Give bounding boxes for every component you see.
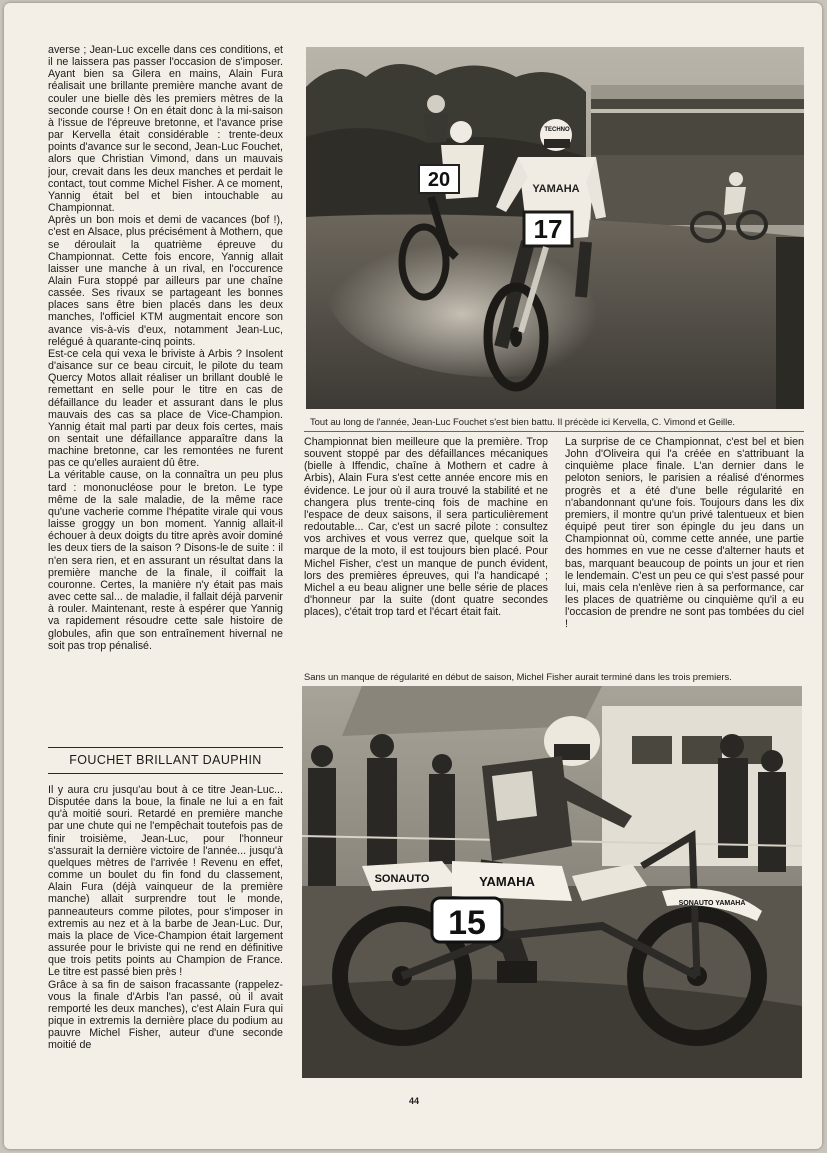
article-column-1: [48, 44, 283, 742]
section-heading: FOUCHET BRILLANT DAUPHIN: [69, 753, 262, 767]
motocross-photo-fisher: [302, 686, 802, 1078]
tank-brand: YAMAHA: [479, 874, 535, 889]
plate-17: 17: [533, 214, 563, 244]
plate-15: 15: [448, 904, 486, 942]
photo-1-image: [306, 47, 804, 409]
paragraph: La surprise de ce Championnat, c'est bel et bien John d'Oliveira qui l'a créée en s'attribuant la cinquième place finale. L'an dernier dans le peloton seniors, le parisien a réalisé d'énormes progrès et a été d'une belle régularité en n'abandonnant qu'une fois. Toujours dans les dix premiers, il montre qu'un privé talentueux et bien équipé peut tirer son épingle du jeu dans un Championnat où, comme cette année, une partie des hommes en vue ne cesse d'alterner hauts et bas, marquant beaucoup de points un jour et rien le lendemain. C'est un peu ce qui s'est passé pour lui, mais cela n'enlève rien à sa performance, car les places de quatrième ou cinquième qu'il a eu l'occasion de prendre ne sont pas tombées du ciel !: [565, 436, 804, 631]
magazine-page: [4, 3, 822, 1149]
heading-rule-top: [48, 747, 283, 748]
article-column-2: [304, 436, 548, 666]
paragraph: Après un bon mois et demi de vacances (bof !), c'est en Alsace, plus précisément à Mothern, que se déroulait la quatrième épreuve du Championnat. Cette fois encore, Yannig allait laisser une manche à un rival, en l'occurence Alain Fura stoppé par ailleurs par une chaîne cassée. Ses rivaux se partageant les bonnes places sans être bien placés dans les deux manches, l'officiel KTM augmentait encore son avance vis-à-vis d'eux, notamment Jean-Luc, relégué à quarante-cinq points.: [48, 214, 283, 348]
paragraph: Grâce à sa fin de saison fracassante (rappelez-vous la finale d'Arbis l'an passé, où il avait remporté les deux manches), c'est Alain Fura qui pique in extremis la dernière place du podium au pauvre Michel Fisher, auteur d'une seconde moitié de: [48, 978, 283, 1052]
paragraph: Est-ce cela qui vexa le briviste à Arbis ? Insolent d'aisance sur ce beau circuit, le pilote du team Quercy Motos allait réaliser un brillant doublé le remettant en selle pour le titre en cas de défaillance du leader et assurant dans le plus mauvais des cas sa place de Vice-Champion. Yannig était mal parti par deux fois certes, mais on sentait une défaillance apparaître dans la machine bretonne, car les remontées ne furent pas ce qu'elles auraient dû être.: [48, 347, 283, 470]
caption-rule: [304, 431, 804, 432]
side-sponsor: SONAUTO: [374, 873, 430, 885]
paragraph: Il y aura cru jusqu'au bout à ce titre Jean-Luc... Disputée dans la boue, la finale ne lui a en fait qu'à moitié souri. Retardé en première manche par une chute qui ne l'empêchait toutefois pas de finir troisième, Jean-Luc, pour l'honneur s'assurait la dernière victoire de l'année... jusqu'à quelques mètres de l'arrivée ! Revenu en effet, comme un boulet du fin fond du classement, Alain Fura (déjà vainqueur de la première manche) allait surprendre tout le monde, panneauteurs comme pilotes, pour s'imposer in extremis au nez et à la barbe de Jean-Luc. Dur, mais la place de Vice-Champion était largement assurée pour le briviste qui ne rend en définitive que trois petits points au Champion de France. Le titre est passé bien près !: [48, 784, 283, 979]
heading-rule-bottom: [48, 773, 283, 774]
photo-1-caption: Tout au long de l'année, Jean-Luc Fouchet s'est bien battu. Il précède ici Kervella, C. Vimond et Geille.: [310, 416, 736, 427]
photo-2-caption: Sans un manque de régularité en début de saison, Michel Fisher aurait terminé dans les trois premiers.: [304, 671, 732, 682]
paragraph: Championnat bien meilleure que la première. Trop souvent stoppé par des défaillances mécaniques (bielle à Iffendic, chaîne à Mothern et cadre à Arbis), Alain Fura s'est cette année encore mis en évidence. Le jour où il aura trouvé la stabilité et ne changera plus trente-cinq fois de machine en l'espace de deux saisons, il sera particulièrement redoutable... Car, c'est un sacré pilote : consultez vos archives et vous verrez que, quelque soit la marque de la moto, il est toujours bien placé. Pour Michel Fisher, c'est un manque de punch évident, lors des premières épreuves, qui l'a handicapé ; Michel a eu beau aligner une belle série de places d'honneur par la suite (dont quatre secondes places), c'était trop tard et l'écart était fait.: [304, 436, 548, 619]
article-column-1b: [48, 784, 283, 1084]
page-number: 44: [409, 1096, 420, 1106]
plate-20: 20: [427, 169, 451, 191]
photo-2-image: [302, 686, 802, 1078]
fender-sponsor: SONAUTO YAMAHA: [678, 900, 746, 907]
motocross-photo-fouchet: [306, 47, 804, 409]
jersey-brand: YAMAHA: [532, 183, 580, 195]
article-column-3: [565, 436, 804, 666]
paragraph: La véritable cause, on la connaîtra un peu plus tard : mononucléose pour le breton. Le type même de la sale maladie, de la même race qu'une vacherie comme l'hépatite virale qui vous laisse groggy un bon moment. Yannig allait-il échouer à deux doigts du titre après avoir dominé les deux tiers de la saison ? Disons-le de suite : il n'en sera rien, et en assurant un résultat dans la première manche de la finale, il coiffait la couronne. Certes, la manière n'y était pas mais avec cette sal... de maladie, il fallait déjà parvenir à rouler. Maintenant, reste à espérer que Yannig va rapidement résoudre cette sale histoire de globules, afin que son entraînement hivernal ne soit pas trop pénalisé.: [48, 469, 283, 652]
paragraph: averse ; Jean-Luc excelle dans ces conditions, et il ne laissera pas passer l'occasion de s'imposer. Ayant bien sa Gilera en mains, Alain Fura réalisait une brillante première manche avant de couler une bielle dès les premiers mètres de la seconde course ! On en était donc à la mi-saison à l'issue de l'épreuve bretonne, et l'avance prise par Kervella était considérable : trente-deux points d'avance sur le second, Jean-Luc Fouchet, alors que Christian Vimond, dans un mauvais jour, crevait dans les deux manches et perdait le contact, tout comme Michel Fisher. A ce moment, Yannig était bel et bien intouchable au Championnat.: [48, 44, 283, 215]
helmet-brand: TECHNO: [544, 127, 570, 133]
